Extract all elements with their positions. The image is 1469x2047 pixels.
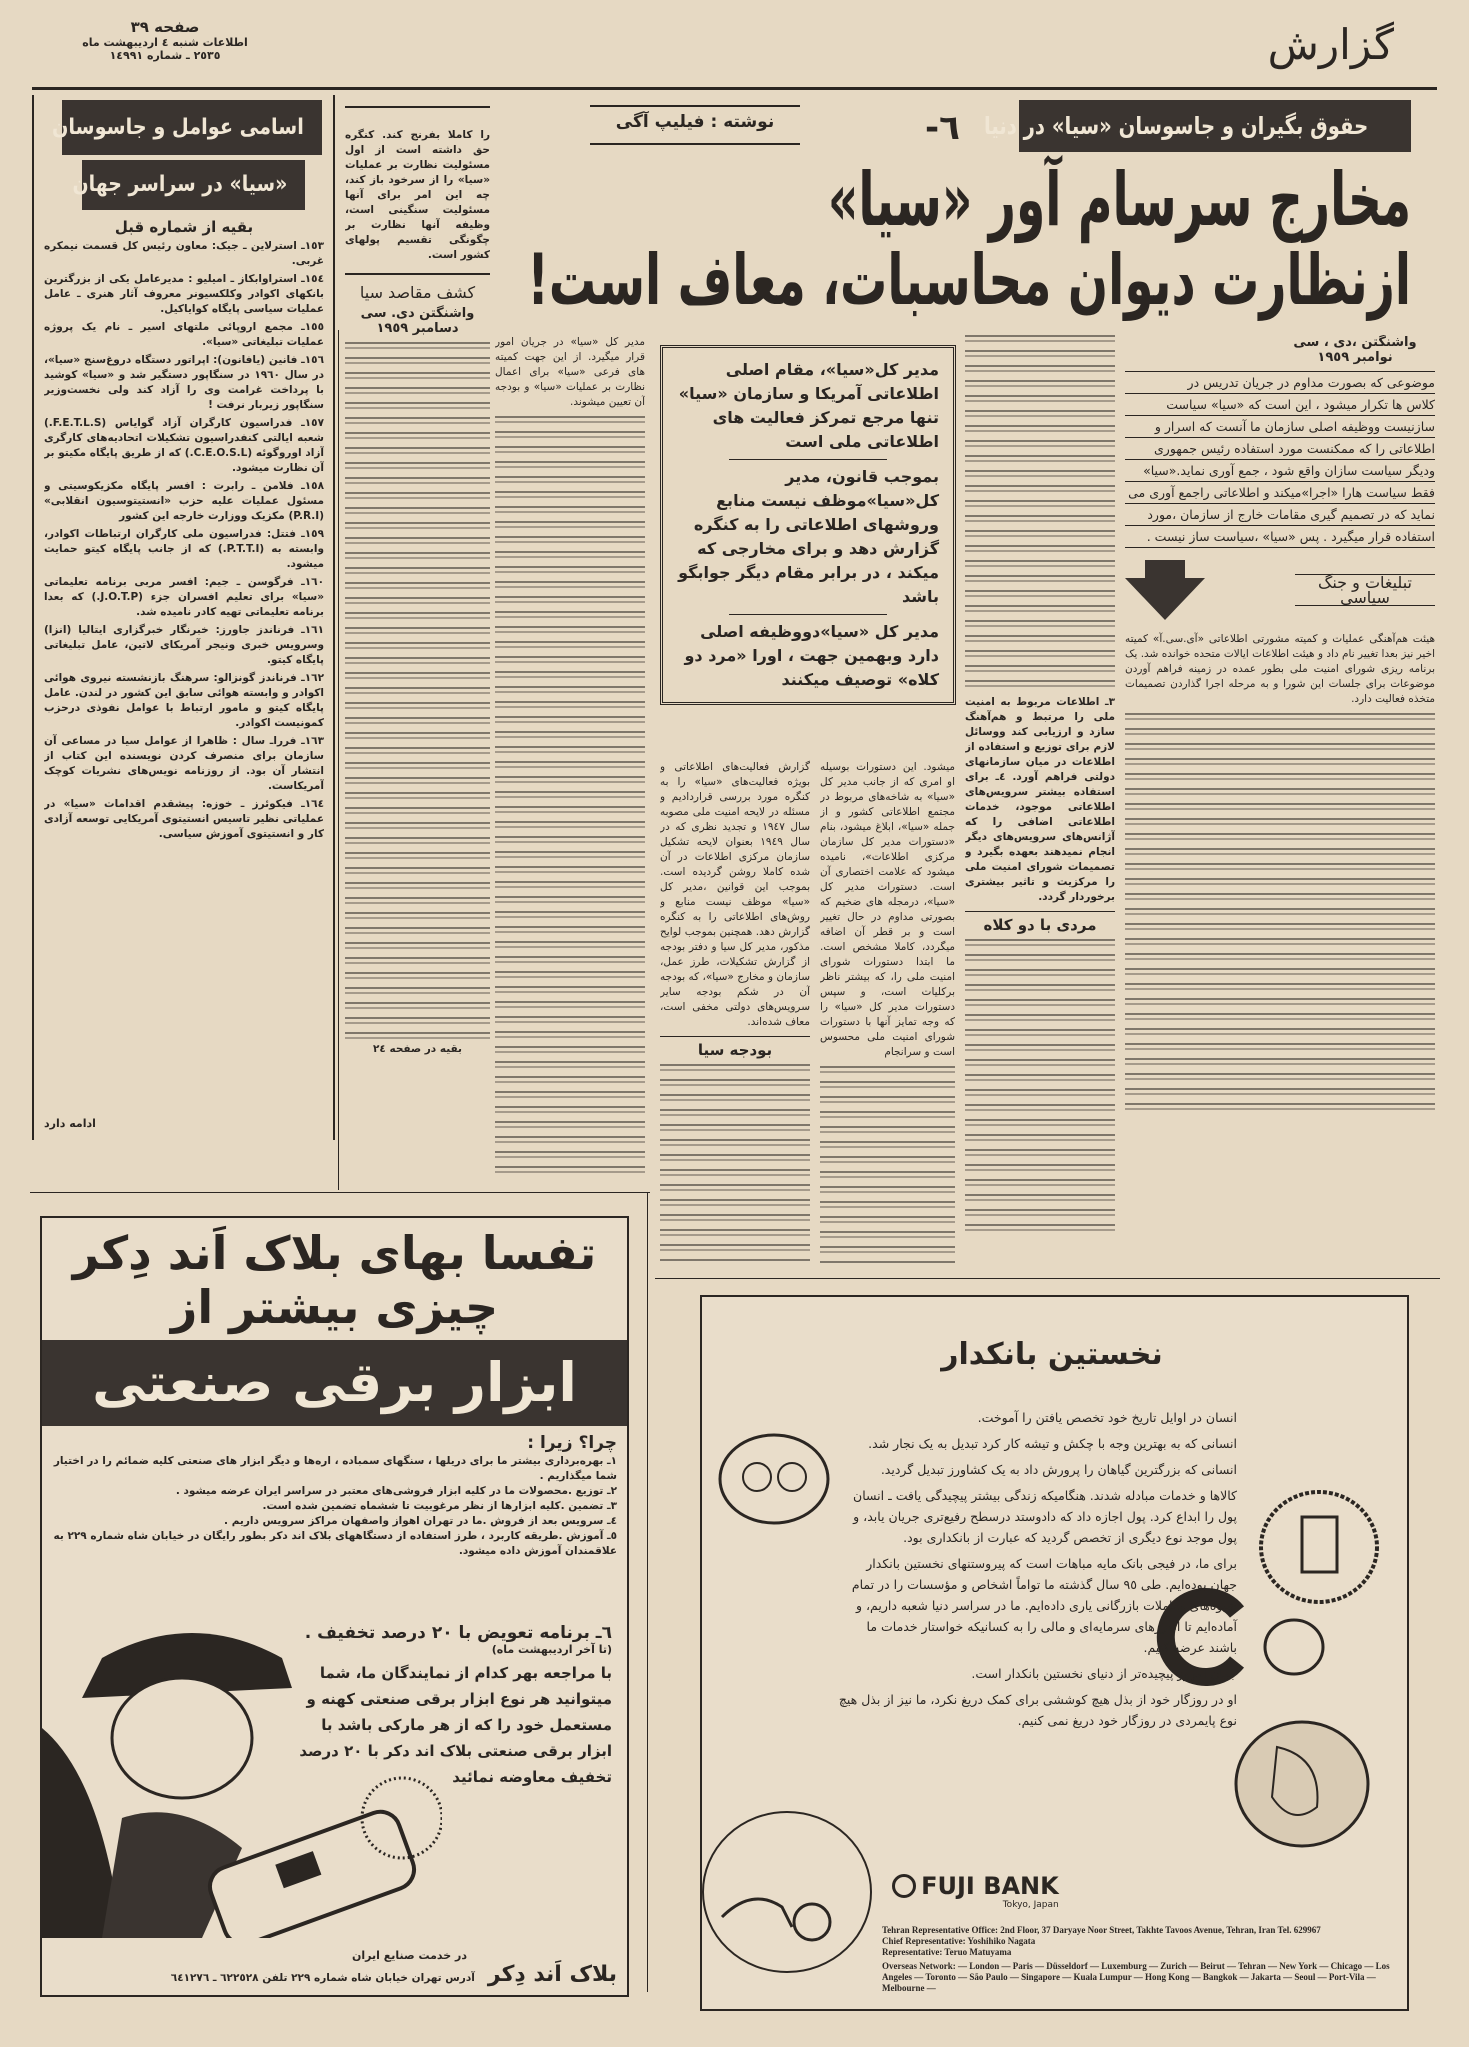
fuji-paragraph: برای ما، در فیجی بانک مایه مباهات است که پیروستنهای نخستین بانکدار جهان بوده‌ایم. طی ٩٥ سال گذشته ما تواماً اشخاص و مؤسسات را در تمام شیوه‌های معاملات بازرگانی یاری داده‌ایم. ما در سراسر دنیا شعبه داریم، و آماده‌ایم تا اندرزهای سرمایه‌ای و مالی را به کسانیکه خواستار خدمات ما باشند عرضه کنیم.: [851, 1556, 1237, 1655]
ad-point: ١ـ بهره‌برداری بیشتر ما برای دریلها ، سنگهای سمباده ، اره‌ها و دیگر ابزار های صنعتی کلیه ضمائم را در اختیار شما میگذاریم .: [53, 1455, 617, 1482]
section-rule: [30, 1192, 650, 1193]
list-item: ١٥٨ـ فلامن ـ رابرت : افسر پایگاه مکزیکوسیتی و مسئول عملیات علیه حزب «انستیتوسیون انقلابی» (P.R.I) مکزیک ووزارت خارجه این کشور: [44, 480, 324, 522]
fuji-paragraph: انسانی که به بهترین وجه با چکش و تیشه کار کرد تبدیل به یک نجار شد.: [868, 1436, 1237, 1451]
ad-footer: [57, 1949, 617, 1987]
headline-line2: [520, 240, 1411, 320]
ad-headline-3: [42, 1340, 627, 1426]
header-rule: [32, 87, 1437, 90]
list-item: ١٦٣ـ فرراـ سال : ظاهرا از عوامل سیا در مساعی آن سازمان برای منصرف کردن نویسنده این کتاب از انتشار آن بود. از روزنامه نویس‌های نشریات کوچک آمریکاست.: [44, 735, 324, 792]
pullquote: مدیر کل«سیا»، مقام اصلی اطلاعاتی آمریکا و سازمان «سیا» تنها مرجع تمرکز فعالیت های اطلاعاتی ملی است: [678, 360, 939, 451]
column-a: [1125, 335, 1435, 1275]
issue-number: ٢٥٣٥ ـ شماره ١٤٩٩١: [109, 49, 221, 62]
column-f: [345, 100, 490, 1190]
subhead-row: [1125, 560, 1435, 620]
list-item: ١٥٤ـ استراوابکاز ـ امیلیو : مدیرعامل یکی از بزرگترین بانکهای اکوادر وکلکسیونر معروف آثار هنری ـ عامل عملیات سیاسی پایگاه کوایاکیل.: [44, 273, 324, 315]
headline-line2-text: ازنظارت دیوان محاسبات، معاف است!: [527, 239, 1411, 321]
pullquote: مدیر کل «سیا»دووظیفه اصلی دارد وبهمین جهت ، اورا «مرد دو کلاه» توصیف میکنند: [684, 622, 939, 689]
column-text: میشود. این دستورات بوسیله او امری که از جانب مدیر کل «سیا» به شاخه‌های مربوط در مجتمع اطلاعاتی کشور و از جمله «سیا»، ابلاغ میشود، بنام «دستورات مدیر کل سازمان مرکزی اطلاعات»، نامیده میشود که علامت اختصاری آن است. دستورات مدیر کل «سیا»، درمجله های ضخیم که بصورتی مداوم در حال تغییر است و بر قطر آن اضافه میگردد، کاملا مشخص است. ما ابتدا دستورات شورای امنیت ملی را، که بیشتر ناظر برکلیات است، و سپس دستورات مدیر کل «سیا» را که وجه تمایز آنها با دستورات شورای امنیت ملی محسوس است و سرانجام: [820, 761, 955, 1058]
sidebar-title-2: [72, 160, 305, 210]
fuji-headline: نخستین بانکدار: [941, 1337, 1163, 1372]
subhead-budget: بودجه سیا: [697, 1041, 773, 1059]
intro-line: اطلاعاتی را که ممکنست مورد استفاده رئیس جمهوری: [1125, 438, 1435, 460]
sidebar-border-left: [32, 95, 34, 1140]
black-decker-ad[interactable]: [40, 1216, 629, 1997]
subhead-discovery: کشف مقاصد سیا: [359, 283, 476, 302]
list-item: ١٦٢ـ فرناندز گونزالو: سرهنگ بازنشسته نیروی هوائی اکوادر و وابسته هوائی سابق این کشور در لندن. عامل پایگاه کیتو و مامور ارتباط با عوامل نفوذی درحزب کمونیست اکوادر.: [44, 672, 324, 729]
sidebar-continued-from: بقیه از شماره قبل: [114, 218, 254, 236]
coin-illustration: [1262, 1617, 1327, 1677]
rule: [965, 911, 1115, 912]
byline-rule-top: [590, 105, 800, 107]
column-divider: [647, 1192, 648, 1992]
page-number: صفحه ٣٩: [130, 18, 200, 36]
fuji-logo-icon: [892, 1874, 916, 1898]
ad-point: ٢ـ توزیع .محصولات ما در کلیه ابزار فروشی‌های معتبر در سراسر ایران عرضه میشود .: [175, 1485, 617, 1497]
intro-line: نماید که در تصمیم گیری مقامات خارج از سازمان ،مورد: [1125, 504, 1435, 526]
brand-logo: بلاک اَند دِکر: [487, 1962, 617, 1987]
coin-illustration: [717, 1432, 832, 1527]
column-c: [820, 760, 955, 1275]
fuji-logo-sub: Tokyo, Japan: [1002, 1900, 1059, 1910]
byline: نوشته : فیلیپ آگی: [615, 112, 775, 132]
fuji-chief: Chief Representative: Yoshihiko Nagata: [882, 1936, 1036, 1946]
rule: [660, 1036, 810, 1037]
text-filler: [965, 939, 1115, 1239]
ad-headline-1: [42, 1226, 627, 1280]
headline-line1-text: مخارج سرسام آور «سیا»: [827, 157, 1411, 243]
fuji-office: Tehran Representative Office: 2nd Floor, 37 Daryaye Noor Street, Takhte Tavoos Avenue, Tehran, Iran Tel. 629967: [882, 1925, 1321, 1935]
sidebar-title-1-text: اسامی عوامل و جاسوسان: [52, 115, 305, 140]
ad-headline-1-text: تفسا بهای بلاک اَند دِکر: [72, 1226, 597, 1280]
ad-point: ٤ـ سرویس بعد از فروش .ما در تهران اهواز واصفهان مراکز سرویس داریم .: [224, 1515, 617, 1527]
list-item: ١٥٣ـ استرلاین ـ جیک: معاون رئیس کل قسمت نیمکره غربی.: [44, 240, 324, 267]
fuji-network: Overseas Network: — London — Paris — Düsseldorf — Luxemburg — Zurich — Beirut — Tehran — New York — Chicago — Los Angeles — Toronto — São Paulo — Singapore — Kuala Lumpur — Hong Kong — Bangkok — Jakarta — Seoul — Port-Vila — Melbourne —: [882, 1961, 1390, 1993]
offer-body: با مراجعه بهر کدام از نمایندگان ما، شما میتوانید هر نوع ابزار برقی صنعتی کهنه و مستعمل خود را که از هر مارکی باشد با ابزار برقی صنعتی بلاک اند دکر با ٢٠ درصد تخفیف معاوضه نمائید: [299, 1664, 612, 1786]
to-be-continued: ادامه دارد: [44, 1117, 96, 1130]
offer-bubble: [297, 1623, 612, 1790]
fuji-paragraph: انسان در اوایل تاریخ خود تخصص یافتن را آموخت.: [977, 1410, 1237, 1425]
rule: [345, 106, 490, 108]
dateline: واشنگتن ،دی ، سی نوامبر ١٩٥٩: [1293, 335, 1417, 365]
fuji-rep: Representative: Teruo Matuyama: [882, 1947, 1012, 1957]
offer-note: (تا آخر اردیبهشت ماه): [491, 1643, 612, 1656]
column-e: [495, 335, 645, 1190]
text-filler: [1125, 713, 1435, 1113]
text-filler: [660, 1064, 810, 1264]
intro-box: [1125, 371, 1435, 548]
column-text: ۳ـ اطلاعات مربوط به امنیت ملی را مرتبط و هم‌آهنگ سازد و ارزیابی کند ووسائل لازم برای توزیع و استفاده از اطلاعات در میان سازمانهای دولتی فراهم آورد. ٤ـ برای استفاده بیشتر سرویس‌های اطلاعاتی موجود، خدمات اطلاعاتی اضافی را که آژانس‌های سرویس‌های دیگر انجام نمیدهند بعهده بگیرد و تصمیمات شورای امنیت ملی را مرکزیت و تاثیر بیشتری برخوردار گردد.: [965, 696, 1115, 903]
column-divider: [338, 330, 339, 1190]
fuji-logo: [892, 1872, 1059, 1910]
column-d: [660, 760, 810, 1275]
column-text: را کاملا بفرنج کند. کنگره حق داشته است از اول مسئولیت نظارت بر عملیات «سیا» را از سرخود باز کند، چه این امر برای آنها مسئولیت سنگینی است، وظیفه آنها نظارت بر چگونگی تقسیم پولهای کشور است.: [345, 129, 490, 261]
fuji-paragraph: جهان امروز پیچیده‌تر از دنیای نخستین بانکدار است.: [971, 1666, 1237, 1681]
column-text: گزارش فعالیت‌های اطلاعاتی و بویژه فعالیت‌های «سیا» را به کنگره مورد بررسی قرارداديم و مسئله در لایحه امنیت ملی مصوبه سال ١٩٤٧ و تجدید نظری که در سال ١٩٤٩ بعنوان لایحه تشکیل سازمان مرکزی اطلاعات در آن شده کاملا روشن گردیده است. بموجب این قوانین ،مدیر کل «سیا» موظف نیست منابع و روش‌های اطلاعاتی را به کنگره گزارش دهد. همچنین بموجب لوایح مذکور، مدیر کل سیا و دفتر بودجه از گزارش تشکیلات، طرز عمل، سازمان و مخارج «سیا»، که بودجه آن در شکم بودجه سایر سرویس‌های دولتی مخفی است، معاف شده‌اند.: [660, 761, 810, 1028]
ad-point: ٥ـ آموزش .طریقه کاربرد ، طرز استفاده از دستگاههای بلاک اند دکر بطور رایگان در خیابان شاه شماره ٢٢٩ به علاقمندان آموزش داده میشود.: [53, 1530, 617, 1557]
chariot-coin-illustration: [702, 1807, 877, 1977]
fuji-logo-text: FUJI BANK: [921, 1872, 1059, 1900]
pullquote-box: [660, 345, 956, 705]
ad-why: چرا؟ زیرا :: [527, 1433, 617, 1453]
intro-line: کلاس ها تکرار میشود ، این است که «سیا» سیاست: [1125, 394, 1435, 416]
arrow-down-icon: [1125, 560, 1205, 620]
part-number: -٦: [925, 108, 960, 148]
divider: [729, 459, 886, 460]
headline-line1: [820, 158, 1411, 242]
list-item: ١٥٩ـ فتتل: فدراسیون ملی کارگران ارتباطات اکوادر، وابسته به (P.T.T.I.) که از جانب پایگاه کیتو حمایت میشود.: [44, 528, 324, 570]
fuji-bank-ad[interactable]: [700, 1295, 1409, 2011]
ad-headline-3-text: ابزار برقی صنعتی: [92, 1351, 577, 1414]
fuji-paragraph: کالاها و خدمات مبادله شدند. هنگامیکه زندگی بیشتر پیچیدگی یافت ـ انسان پول را ابداع کرد. پول اجازه داد که دادوستد درسطح رفیع‌تری جریان یابد، و پول موجد نوع دیگری از تخصص گردید که عبارت از بانکداری بود.: [853, 1488, 1237, 1545]
rule: [345, 273, 490, 275]
sidebar-title-1: [52, 100, 322, 155]
discovery-dateline: واشنگتن دی. سی دسامبر ١٩٥٩: [360, 306, 475, 336]
list-item: ١٥٥ـ مجمع اروپائی ملتهای اسیر ـ نام یک پروژه عملیات تبلیغاتی «سیا».: [44, 321, 324, 348]
sidebar-list: [44, 218, 324, 1113]
fuji-contact: [882, 1925, 1392, 1994]
pullquote: بموجب قانون، مدیر کل«سیا»موظف نیست منابع وروشهای اطلاعاتی را به کنگره گزارش دهد و برای مخارجی که میکند ، در برابر مقام دیگر جوابگو باشد: [678, 467, 939, 606]
ad-point: ٣ـ تضمین .کلیه ابزارها از نظر مرغوبیت تا ششماه تضمین شده است.: [262, 1500, 617, 1512]
text-filler: [495, 416, 645, 1176]
fuji-body: [837, 1407, 1237, 1731]
section-rule: [655, 1278, 1440, 1279]
text-filler: [820, 1066, 955, 1266]
ad-headline-2-text: چیزی بیشتر از: [170, 1280, 499, 1334]
coin-illustration: [1257, 1487, 1382, 1607]
ad-headline-2: [42, 1280, 627, 1334]
column-b: [965, 335, 1115, 1275]
intro-line: استفاده قرار میگیرد . پس «سیا» ،سیاست ساز نیست .: [1125, 526, 1435, 548]
section-title: گزارش: [1267, 20, 1394, 69]
column-text: مدیر کل «سیا» در جریان امور قرار میگیرد. از این جهت کمیته های فرعی «سیا» برای اعمال نظارت بر عملیات «سیا» و بودجه آن تعیین میشوند.: [495, 336, 645, 408]
intro-line: موضوعی که بصورت مداوم در جریان تدریس در: [1125, 372, 1435, 394]
list-item: ١٥٦ـ فانین (یافانون): اپراتور دستگاه دروغ‌سنج «سیا»، در سال ١٩٦٠ در سنگاپور دستگیر شد و «سیا» کوشید با پرداخت غرامت وی را آزاد کند ولی نخست‌وزیر سنگاپور زیربار نرفت !: [44, 354, 324, 411]
intro-line: فقط سیاست هارا «اجرا»میکند و اطلاعاتی راجمع آوری می: [1125, 482, 1435, 504]
offer-title: ٦ـ برنامه تعویض با ٢٠ درصد تخفیف .: [304, 1623, 612, 1643]
continued-on: بقیه در صفحه ٢٤: [372, 1043, 463, 1055]
list-item: ١٦٠ـ فرگوسن ـ جیم: افسر مربی برنامه تعلیماتی «سیا» برای تعلیم افسران جزء (J.O.T.P.) که بعدا برنامه تعلیماتی تهیه کادر نامیده شد.: [44, 576, 324, 618]
issue-date: اطلاعات شنبه ٤ اردیبهشت ماه: [82, 36, 248, 49]
text-filler: [345, 342, 490, 1042]
ad-tagline: در خدمت صنایع ایران: [351, 1949, 467, 1962]
divider: [729, 614, 886, 615]
subhead-two-hats: مردی با دو کلاه: [983, 916, 1097, 934]
list-item: ١٥٧ـ فدراسیون کارگران آزاد گوایاس (F.E.T.L.S.) شعبه ایالتی کنفدراسیون تشکیلات اتحادیه‌های کارگری آزاد اوروگوئه (C.E.O.S.L.) که از طریق پایگاه مکیتو بر آن نظارت میشود.: [44, 417, 324, 474]
page-info: [80, 18, 250, 62]
subhead-propaganda: تبلیغات و جنگ سیاسی: [1295, 574, 1435, 606]
fuji-paragraph: او در روزگار خود از بذل هیچ کوششی برای کمک دریغ نکرد، ما نیز از بذل هیچ نوع پایمردی در روزگار خود دریغ نمی کنیم.: [838, 1692, 1237, 1728]
byline-rule-bottom: [590, 143, 800, 145]
series-kicker: [983, 100, 1411, 152]
column-text: هیئت هم‌آهنگی عملیات و کمیته مشورتی اطلاعاتی «آی.سی.آ» کمیته اخیر نیز بعدا تغییر نام داد و هیئت اطلاعات ایالات متحده خوانده شد. یک برنامه ریزی شورای امنیت ملی بطور عمده در زمینه فراهم آوردن موضوعات برای جلسات این شورا و به مرحله اجرا گذاردن تصمیمات متخذه فعالیت دارد.: [1125, 633, 1435, 705]
fuji-paragraph: انسانی که بزرگترین گیاهان را پرورش داد به یک کشاورز تبدیل گردید.: [880, 1462, 1237, 1477]
intro-line: سازنیست ووظیفه اصلی سازمان ما آنست که اسرار و: [1125, 416, 1435, 438]
sidebar-title-2-text: «سیا» در سراسر جهان: [72, 172, 288, 197]
list-item: ١٦١ـ فرناندز جاورز: خبرنگار خبرگزاری ایتالیا (انزا) وسرویس خبری ونیجر آمریکای لاتین، عامل تبلیغاتی پایگاه کیتو.: [44, 624, 324, 666]
series-kicker-text: حقوق بگیران و جاسوسان «سیا» در دنیا: [983, 112, 1368, 140]
intro-line: ودیگر سیاست سازان واقع شود ، جمع آوری نماید.«سیا»: [1125, 460, 1435, 482]
sidebar-border-right: [333, 95, 335, 1140]
list-item: ١٦٤ـ فیکوئرز ـ خوزه: پیشقدم اقدامات «سیا» در عملیاتی نظیر تاسیس انستیتوی آمریکایی توسعه آزادی کار و انستیتوی آموزش سیاسی.: [44, 798, 324, 840]
ad-address: آدرس تهران خیابان شاه شماره ٢٢٩ تلفن ٦٢٢٥٢٨ ـ ٦٤١٢٧٦: [170, 1972, 475, 1984]
text-filler: [965, 335, 1115, 695]
coin-illustration: [1232, 1717, 1372, 1852]
ad-points: [42, 1426, 627, 1565]
